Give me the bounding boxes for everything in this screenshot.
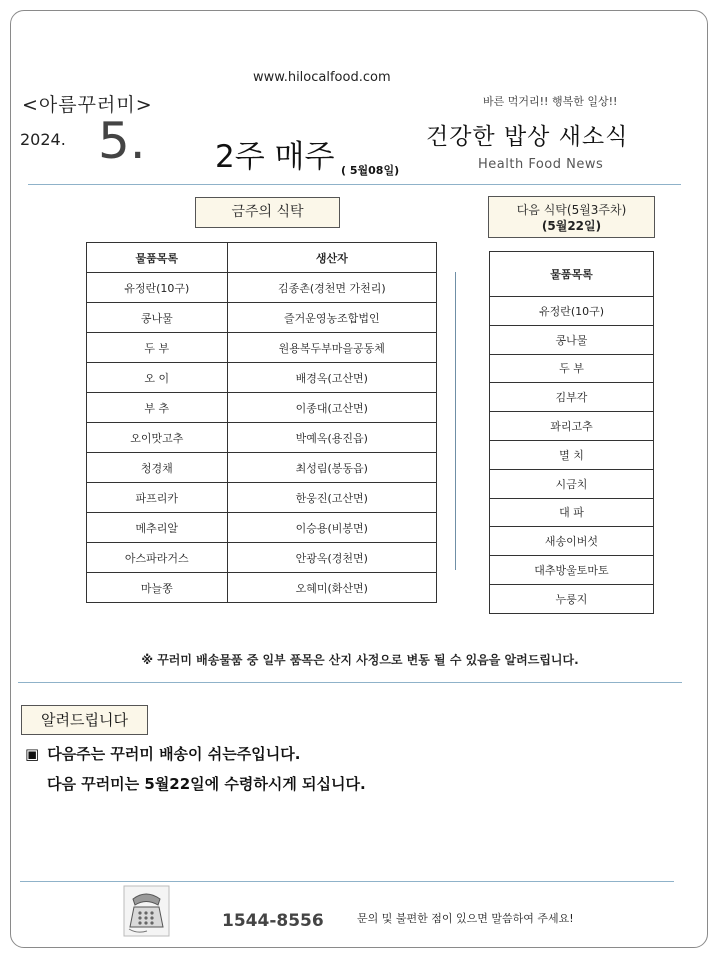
contact-message: 문의 및 불편한 점이 있으면 말씀하여 주세요!	[357, 912, 574, 925]
producer-cell: 최성림(봉동읍)	[227, 453, 436, 483]
item-name-cell: 오 이	[87, 363, 228, 393]
item-name-cell: 두 부	[490, 354, 654, 383]
column-header: 물품목록	[87, 243, 228, 273]
item-name-cell: 꽈리고추	[490, 412, 654, 441]
item-name-cell: 오이맛고추	[87, 423, 228, 453]
producer-cell: 박예옥(용진읍)	[227, 423, 436, 453]
table-row	[87, 333, 437, 363]
table-row	[490, 498, 654, 527]
table-row	[87, 303, 437, 333]
table-row	[490, 440, 654, 469]
announcement-line1	[25, 743, 300, 764]
item-name-cell: 대추방울토마토	[490, 556, 654, 585]
table-row	[490, 383, 654, 412]
announcement-text1: 다음주는 꾸러미 배송이 쉬는주입니다.	[47, 745, 301, 763]
table-row	[490, 297, 654, 326]
announcement-title: 알려드립니다	[21, 705, 148, 735]
footer-divider	[20, 881, 674, 882]
table-row	[87, 453, 437, 483]
item-name-cell: 시금치	[490, 469, 654, 498]
table-row	[490, 469, 654, 498]
phone-number[interactable]: 1544-8556	[222, 911, 324, 931]
substitution-notice: ※ 꾸러미 배송물품 중 일부 품목은 산지 사정으로 변동 될 수 있음을 알려드립니다.	[141, 653, 579, 667]
newsletter-title-en: Health Food News	[478, 157, 604, 172]
item-name-cell: 마늘쫑	[87, 573, 228, 603]
item-name-cell: 김부각	[490, 383, 654, 412]
table-row	[490, 412, 654, 441]
newsletter-title: 건강한 밥상 새소식	[426, 124, 629, 150]
producer-cell: 배경옥(고산면)	[227, 363, 436, 393]
item-name-cell: 두 부	[87, 333, 228, 363]
item-name-cell: 아스파라거스	[87, 543, 228, 573]
table-row	[87, 543, 437, 573]
item-name-cell: 유정란(10구)	[490, 297, 654, 326]
producer-cell: 원용복두부마을공동체	[227, 333, 436, 363]
item-name-cell: 새송이버섯	[490, 527, 654, 556]
table-row	[87, 393, 437, 423]
table-row	[87, 513, 437, 543]
producer-cell: 김종촌(경천면 가천리)	[227, 273, 436, 303]
table-row	[490, 354, 654, 383]
table-row	[490, 527, 654, 556]
item-name-cell: 청경채	[87, 453, 228, 483]
bullet-icon: ▣	[25, 745, 40, 763]
next-week-title-line2: (5월22일)	[541, 219, 602, 233]
column-divider	[455, 272, 456, 570]
table-row	[490, 556, 654, 585]
issue-week: 2주 매주	[215, 139, 335, 175]
item-name-cell: 콩나물	[490, 325, 654, 354]
producer-cell: 이종대(고산면)	[227, 393, 436, 423]
table-header-row	[87, 243, 437, 273]
this-week-table	[86, 242, 437, 603]
producer-cell: 안광옥(경천면)	[227, 543, 436, 573]
slogan: 바른 먹거리!! 행복한 일상!!	[483, 95, 618, 108]
brand-name: <아름꾸러미>	[22, 94, 153, 116]
header-divider	[28, 184, 681, 185]
table-row	[490, 584, 654, 613]
announcement-line2: 다음 꾸러미는 5월22일에 수령하시게 되십니다.	[47, 775, 366, 793]
issue-month: 5.	[98, 112, 146, 170]
next-week-title-line1: 다음 식탁(5월3주차)	[516, 203, 627, 217]
table-row	[87, 363, 437, 393]
producer-cell: 이승용(비봉면)	[227, 513, 436, 543]
item-name-cell: 콩나물	[87, 303, 228, 333]
producer-cell: 즐거운영농조합법인	[227, 303, 436, 333]
table-row	[87, 483, 437, 513]
table-row	[87, 423, 437, 453]
issue-date: ( 5월08일)	[341, 164, 400, 177]
item-name-cell: 부 추	[87, 393, 228, 423]
item-name-cell: 파프리카	[87, 483, 228, 513]
column-header: 물품목록	[490, 252, 654, 297]
item-name-cell: 대 파	[490, 498, 654, 527]
issue-year: 2024.	[20, 130, 66, 149]
next-week-title	[488, 196, 655, 238]
item-name-cell: 누룽지	[490, 584, 654, 613]
this-week-title: 금주의 식탁	[195, 197, 340, 228]
column-header: 생산자	[227, 243, 436, 273]
table-header-row	[490, 252, 654, 297]
producer-cell: 오혜미(화산면)	[227, 573, 436, 603]
telephone-icon	[123, 885, 170, 937]
table-row	[87, 273, 437, 303]
table-row	[490, 325, 654, 354]
section-divider	[18, 682, 682, 683]
next-week-table	[489, 251, 654, 614]
website-url[interactable]: www.hilocalfood.com	[253, 70, 391, 85]
item-name-cell: 멸 치	[490, 440, 654, 469]
producer-cell: 한웅진(고산면)	[227, 483, 436, 513]
item-name-cell: 유정란(10구)	[87, 273, 228, 303]
item-name-cell: 메추리알	[87, 513, 228, 543]
table-row	[87, 573, 437, 603]
